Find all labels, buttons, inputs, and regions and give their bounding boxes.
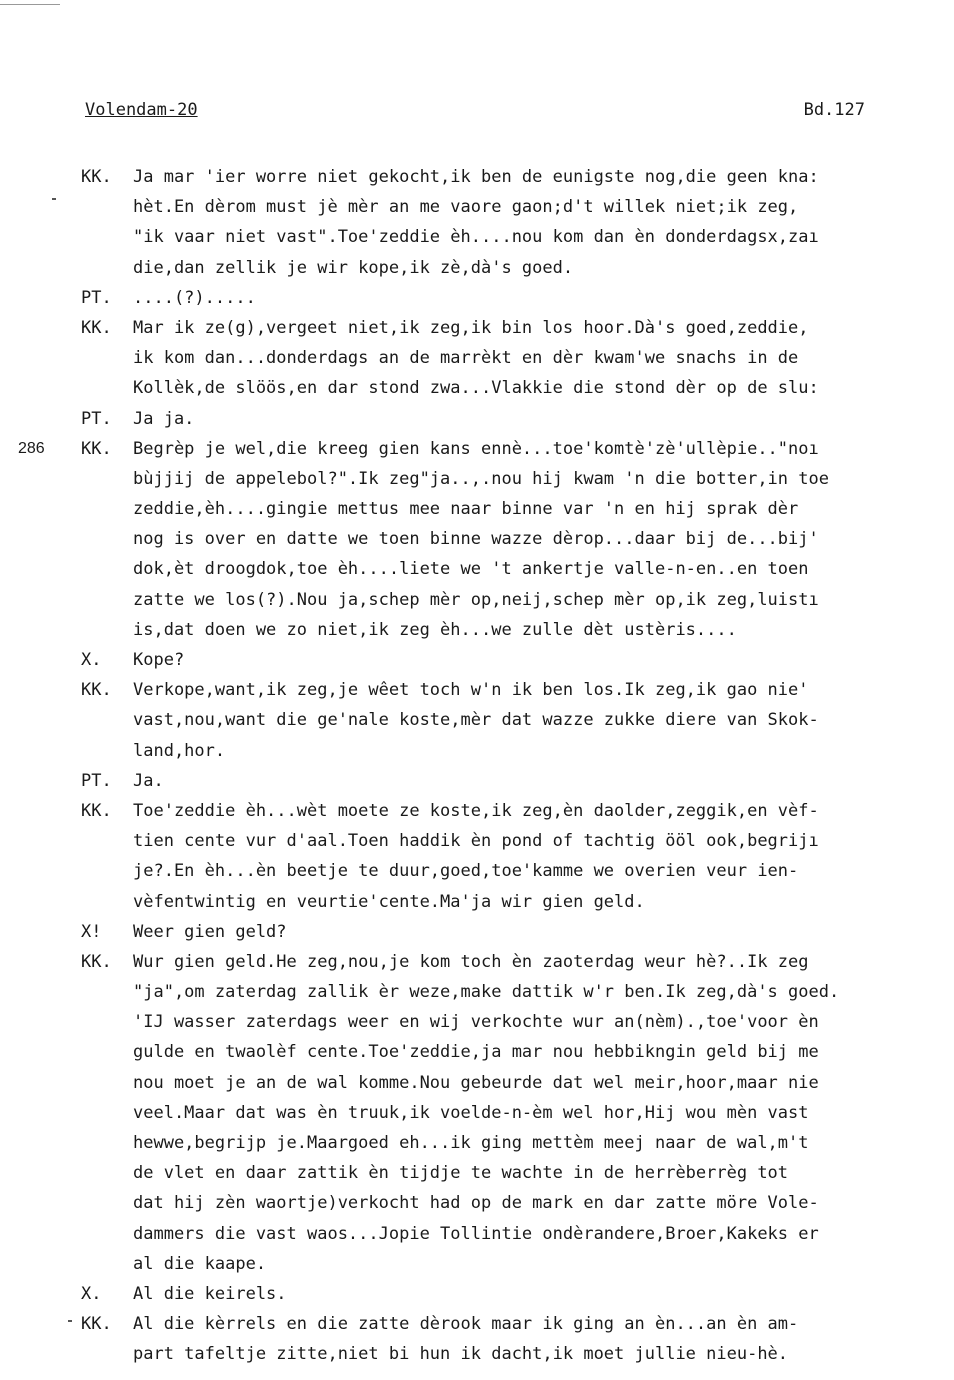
speaker-label: PT. xyxy=(81,770,112,791)
transcript-line xyxy=(18,947,954,977)
transcript-line xyxy=(18,826,954,856)
utterance-text: is,dat doen we zo niet,ik zeg èh...we zulle dèt ustèris.... xyxy=(133,619,737,640)
transcript-line xyxy=(18,222,954,252)
speaker-label: KK. xyxy=(81,951,112,972)
transcript-line xyxy=(18,283,954,313)
utterance-text: Begrèp je wel,die kreeg gien kans ennè...toe'komtè'zè'ullèpie.."noı xyxy=(133,438,819,459)
speaker-label: KK. xyxy=(81,800,112,821)
utterance-text: dammers die vast waos...Jopie Tollintie ondèrandere,Broer,Kakeks er xyxy=(133,1223,819,1244)
transcript-line xyxy=(18,343,954,373)
transcript-line xyxy=(18,434,954,464)
utterance-text: land,hor. xyxy=(133,740,226,761)
utterance-text: 'IJ wasser zaterdags weer en wij verkochte wur an(nèm).,toe'voor èn xyxy=(133,1012,819,1033)
transcript-line xyxy=(18,766,954,796)
speaker-label: X. xyxy=(81,1283,102,1304)
transcript-line xyxy=(18,313,954,343)
utterance-text: al die kaape. xyxy=(133,1253,267,1274)
transcript-line xyxy=(18,917,954,947)
utterance-text: ....(?)..... xyxy=(133,287,256,308)
transcript-line xyxy=(18,705,954,735)
transcript-line xyxy=(18,1128,954,1158)
transcript-line xyxy=(18,856,954,886)
transcript-line xyxy=(18,162,954,192)
transcript-line xyxy=(18,1309,954,1339)
utterance-text: vèfentwintig en veurtie'cente.Ma'ja wir gien geld. xyxy=(133,891,645,912)
transcript-line xyxy=(18,887,954,917)
utterance-text: die,dan zellik je wir kope,ik zè,dà's goed. xyxy=(133,257,574,278)
transcript-line xyxy=(18,977,954,1007)
utterance-text: ik kom dan...donderdags an de marrèkt en dèr kwam'we snachs in de xyxy=(133,348,799,369)
utterance-text: Ja mar 'ier worre niet gekocht,ik ben de eunigste nog,die geen kna: xyxy=(133,167,819,187)
transcript-line xyxy=(18,253,954,283)
utterance-text: nou moet je an de wal komme.Nou gebeurde dat wel meir,hoor,maar nie xyxy=(133,1072,819,1093)
margin-mark xyxy=(52,198,56,200)
speaker-label: KK. xyxy=(81,438,112,459)
utterance-text: Mar ik ze(g),vergeet niet,ik zeg,ik bin los hoor.Dà's goed,zeddie, xyxy=(133,317,809,338)
utterance-text: tien cente vur d'aal.Toen haddik èn pond of tachtig ööl ook,begrijı xyxy=(133,831,819,852)
utterance-text: Wur gien geld.He zeg,nou,je kom toch èn zaoterdag weur hè?..Ik zeg xyxy=(133,951,809,972)
utterance-text: hewwe,begrijp je.Maargoed eh...ik ging mettèm meej naar de wal,m't xyxy=(133,1133,809,1153)
utterance-text: Weer gien geld? xyxy=(133,921,287,942)
speaker-label: KK. xyxy=(81,1314,112,1335)
transcript-line xyxy=(18,494,954,524)
utterance-text: Al die kèrrels en die zatte dèrook maar ik ging an èn...an èn am- xyxy=(133,1314,799,1335)
utterance-text: Ja. xyxy=(133,770,164,791)
page-number: Bd.127 xyxy=(803,100,865,120)
utterance-text: Al die keirels. xyxy=(133,1283,287,1304)
transcript-line xyxy=(18,585,954,615)
utterance-text: Kollèk,de slöös,en dar stond zwa...Vlakkie die stond dèr op de slu: xyxy=(133,378,819,399)
utterance-text: Kope? xyxy=(133,650,185,670)
utterance-text: Toe'zeddie èh...wèt moete ze koste,ik zeg,èn daolder,zeggik,en vèf- xyxy=(133,800,819,821)
utterance-text: "ja",om zaterdag zallik èr weze,make dattik w'r ben.Ik zeg,dà's goed. xyxy=(133,982,840,1003)
utterance-text: dat hij zèn waortje)verkocht had op de mark en dar zatte möre Vole- xyxy=(133,1193,819,1214)
utterance-text: "ik vaar niet vast".Toe'zeddie èh....nou kom dan èn donderdagsx,zaı xyxy=(133,227,819,248)
top-rule xyxy=(0,4,60,5)
utterance-text: bùjjij de appelebol?".Ik zeg"ja..,.nou hij kwam 'n die botter,in toe xyxy=(133,468,829,489)
transcript-line xyxy=(18,554,954,584)
speaker-label: PT. xyxy=(81,408,112,429)
utterance-text: veel.Maar dat was èn truuk,ik voelde-n-èm wel hor,Hij wou mèn vast xyxy=(133,1102,809,1123)
margin-line-number: 286 xyxy=(18,439,45,457)
speaker-label: PT. xyxy=(81,287,112,308)
transcript-line xyxy=(18,1249,954,1279)
transcript-line xyxy=(18,675,954,705)
transcript-line xyxy=(18,192,954,222)
transcript-line xyxy=(18,524,954,554)
utterance-text: Ja ja. xyxy=(133,408,195,429)
transcript-line xyxy=(18,736,954,766)
transcript-line xyxy=(18,1158,954,1188)
utterance-text: zeddie,èh....gingie mettus mee naar binne var 'n en hij sprak dèr xyxy=(133,499,799,520)
page-header xyxy=(85,100,865,130)
transcript-line xyxy=(18,1068,954,1098)
document-title: Volendam-20 xyxy=(85,100,198,120)
utterance-text: part tafeltje zitte,niet bi hun ik dacht,ik moet jullie nieu-hè. xyxy=(133,1344,789,1365)
transcript-line xyxy=(18,1098,954,1128)
speaker-label: KK. xyxy=(81,167,112,187)
utterance-text: zatte we los(?).Nou ja,schep mèr op,neij,schep mèr op,ik zeg,luistı xyxy=(133,589,819,610)
utterance-text: vast,nou,want die ge'nale koste,mèr dat wazze zukke diere van Skok- xyxy=(133,710,819,731)
utterance-text: dok,èt droogdok,toe èh....liete we 't ankertje valle-n-en..en toen xyxy=(133,559,809,580)
transcript-line xyxy=(18,464,954,494)
transcript-line xyxy=(18,1219,954,1249)
transcript-line xyxy=(18,645,954,675)
transcript-line xyxy=(18,404,954,434)
transcript-line xyxy=(18,1279,954,1309)
transcript-line xyxy=(18,1188,954,1218)
utterance-text: hèt.En dèrom must jè mèr an me vaore gaon;d't willek niet;ik zeg, xyxy=(133,197,799,218)
transcript-body xyxy=(18,162,954,1370)
utterance-text: de vlet en daar zattik èn tijdje te wachte in de herrèberrèg tot xyxy=(133,1163,789,1184)
transcript-line xyxy=(18,1037,954,1067)
transcript-line xyxy=(18,1007,954,1037)
transcript-line xyxy=(18,1339,954,1369)
utterance-text: nog is over en datte we toen binne wazze dèrop...daar bij de...bij' xyxy=(133,529,819,550)
utterance-text: gulde en twaolèf cente.Toe'zeddie,ja mar nou hebbikngin geld bij me xyxy=(133,1042,819,1063)
margin-mark xyxy=(68,1320,72,1322)
speaker-label: X! xyxy=(81,921,102,942)
speaker-label: X. xyxy=(81,650,102,670)
speaker-label: KK. xyxy=(81,680,112,701)
transcript-line xyxy=(18,615,954,645)
utterance-text: je?.En èh...èn beetje te duur,goed,toe'kamme we overien veur ien- xyxy=(133,861,799,882)
transcript-line xyxy=(18,373,954,403)
speaker-label: KK. xyxy=(81,317,112,338)
utterance-text: Verkope,want,ik zeg,je wêet toch w'n ik ben los.Ik zeg,ik gao nie' xyxy=(133,680,809,701)
transcript-line xyxy=(18,796,954,826)
